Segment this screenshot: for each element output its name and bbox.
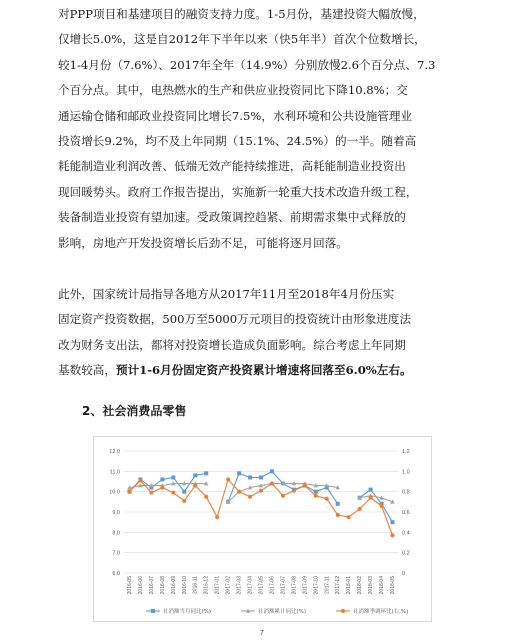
data-point-circle (171, 491, 175, 495)
data-point-square (171, 475, 175, 479)
data-point-square (248, 475, 252, 479)
data-point-circle (204, 495, 208, 499)
x-tick-label: 2017-04 (247, 576, 254, 595)
series-line (228, 471, 338, 504)
y-right-tick-label: 0.2 (402, 550, 410, 557)
data-point-circle (182, 499, 186, 503)
x-tick-label: 2017-08 (291, 576, 298, 595)
text-line: 此外，国家统计局指导各地方从2017年11月至2018年4月份压实 (58, 287, 395, 301)
text-normal: 基数较高， (58, 363, 116, 378)
data-point-circle (237, 490, 241, 494)
y-left-tick-label: 7.0 (112, 550, 120, 557)
text-bold-conclusion: 预计1-6月份固定资产投资累计增速将回落至6.0%左右。 (115, 363, 412, 378)
data-point-square (391, 520, 395, 524)
data-point-circle (259, 489, 263, 493)
text-line: 投资增长9.2%，均不及上年同期（15.1%、24.5%）的一半。随着高 (58, 133, 417, 148)
text-line: 现回暖势头。政府工作报告提出，实施新一轮重大技术改造升级工程， (58, 184, 418, 199)
text-line: 耗能制造业利润改善、低端无效产能持续推进，高耗能制造业投资出 (58, 159, 406, 174)
legend-label: 社消额当月同比(%) (163, 609, 212, 615)
data-point-square (204, 471, 208, 475)
x-tick-label: 2017-10 (313, 576, 320, 595)
text-line: 个百分点。其中，电热燃水的生产和供应业投资同比下降10.8%；交 (58, 83, 408, 98)
series-line (360, 496, 393, 502)
data-point-circle (380, 504, 384, 508)
y-right-tick-label: 1.2 (402, 449, 410, 455)
x-tick-label: 2017-12 (335, 576, 342, 595)
page-number: 7 (260, 630, 264, 637)
x-tick-label: 2016-07 (148, 576, 155, 595)
x-tick-label: 2016-11 (192, 576, 199, 594)
x-tick-label: 2017-05 (258, 576, 265, 595)
data-point-circle (281, 494, 285, 498)
x-tick-label: 2017-02 (225, 576, 232, 595)
data-point-square (259, 475, 263, 479)
x-tick-label: 2018-05 (390, 576, 397, 595)
data-point-circle (369, 496, 373, 500)
data-point-circle (336, 513, 340, 517)
x-tick-label: 2017-07 (280, 576, 287, 595)
text-line: 固定资产投资数据，500万至5000万元项目的投资统计由形象进度法 (58, 312, 412, 327)
data-point-square (270, 469, 274, 473)
retail-sales-chart (93, 436, 432, 622)
x-tick-label: 2017-01 (214, 576, 221, 595)
data-point-square (182, 490, 186, 494)
y-right-tick-label: 0.6 (402, 510, 410, 516)
data-point-square (314, 490, 318, 494)
data-point-square (237, 471, 241, 475)
text-line: 通运输仓储和邮政业投资同比增长7.5%，水利环境和公共设施管理业 (58, 108, 413, 123)
text-line: 对PPP项目和基建项目的融资支持力度。1-5月份，基建投资大幅放慢， (58, 7, 425, 21)
data-point-circle (347, 515, 351, 519)
data-point-circle (292, 489, 296, 493)
x-tick-label: 2018-01 (346, 576, 353, 595)
data-point-square (336, 502, 340, 506)
series-line (129, 479, 392, 535)
data-point-circle (341, 609, 345, 613)
legend-label: 社消额季调环比(右,%) (353, 609, 409, 615)
x-tick-label: 2018-03 (368, 576, 375, 595)
body-paragraph-2 (58, 282, 468, 384)
text-line: 影响，房地产开发投资增长后劲不足，可能将逐月回落。 (58, 235, 348, 250)
y-right-tick-label: 0 (402, 571, 406, 577)
data-point-circle (215, 515, 219, 519)
data-point-circle (391, 533, 395, 537)
y-right-tick-label: 0.4 (402, 530, 410, 537)
data-point-square (369, 488, 373, 492)
y-right-tick-label: 1.0 (402, 469, 410, 476)
y-left-tick-label: 8.0 (112, 530, 120, 537)
data-point-circle (193, 484, 197, 488)
data-point-circle (149, 491, 153, 495)
series-line (228, 484, 338, 502)
y-left-tick-label: 11.0 (109, 469, 120, 476)
x-tick-label: 2018-04 (379, 576, 386, 595)
data-point-circle (248, 495, 252, 499)
data-point-circle (138, 478, 142, 482)
x-tick-label: 2018-02 (357, 576, 364, 595)
data-point-circle (314, 494, 318, 498)
data-point-circle (358, 507, 362, 511)
data-point-circle (160, 486, 164, 490)
section-heading: 2、社会消费品零售 (82, 404, 187, 418)
body-paragraph-1 (58, 2, 468, 256)
data-point-square (160, 477, 164, 481)
y-right-tick-label: 0.8 (402, 489, 410, 496)
data-point-circle (127, 490, 131, 494)
y-left-tick-label: 6.0 (112, 571, 120, 577)
text-line: 仅增长5.0%，这是自2012年下半年以来（快5年半）首次个位数增长， (58, 32, 426, 47)
x-tick-label: 2016-12 (203, 576, 210, 595)
y-left-tick-label: 12.0 (109, 449, 120, 455)
y-left-tick-label: 9.0 (112, 510, 120, 516)
text-line: 装备制造业投资有望加速。受政策调控趋紧、前期需求集中式释放的 (58, 210, 406, 225)
x-tick-label: 2016-10 (181, 576, 188, 595)
text-line: 改为财务支出法，都将对投资增长造成负面影响。综合考虑上年同期 (58, 337, 406, 352)
x-tick-label: 2017-11 (324, 576, 331, 594)
x-tick-label: 2016-05 (126, 576, 133, 595)
text-line: 较1-4月份（7.6%）、2017年全年（14.9%）分别放慢2.6个百分点、7.3 (58, 57, 436, 72)
y-left-tick-label: 10.0 (109, 489, 120, 496)
data-point-circle (325, 497, 329, 501)
x-tick-label: 2017-09 (302, 576, 309, 595)
data-point-square (151, 609, 155, 613)
data-point-circle (303, 484, 307, 488)
x-tick-label: 2016-09 (170, 576, 177, 595)
chart-svg (94, 437, 431, 621)
series-line (360, 490, 393, 523)
data-point-circle (270, 482, 274, 486)
x-tick-label: 2016-06 (137, 576, 144, 595)
x-tick-label: 2017-06 (269, 576, 276, 595)
x-tick-label: 2016-08 (159, 576, 166, 595)
data-point-circle (226, 477, 230, 481)
x-tick-label: 2017-03 (236, 576, 243, 595)
data-point-square (193, 473, 197, 477)
text-line (58, 358, 468, 383)
legend-label: 社消额累计同比(%) (258, 609, 307, 615)
